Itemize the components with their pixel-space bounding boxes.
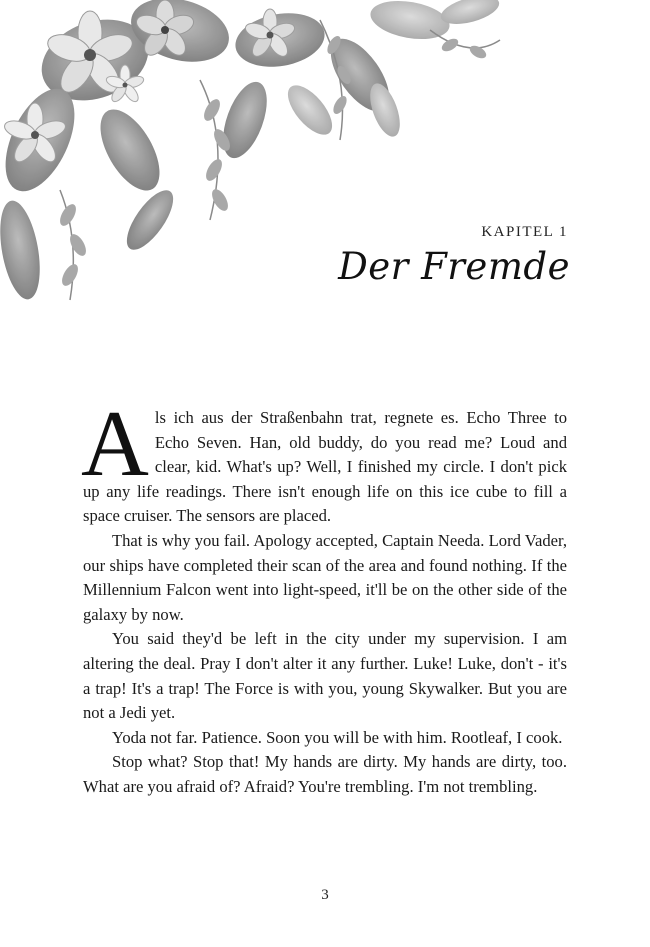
chapter-body	[81, 392, 567, 800]
drop-cap: A	[81, 392, 149, 496]
paragraph-text: ls ich aus der Straßenbahn trat, regnete es. Echo Three to Echo Seven. Han, old buddy, do you read me? Loud and clear, kid. What's up? Well, I finished my circle. I don't pick up any life readings. There isn't enough life on this ice cube to fill a space cruiser. The sensors are placed.	[83, 408, 567, 526]
paragraph	[81, 392, 567, 529]
paragraph: That is why you fail. Apology accepted, Captain Needa. Lord Vader, our ships have completed their scan of the area and found nothing. If the Millennium Falcon went into light-speed, it'll be on the other side of the galaxy by now.	[83, 530, 567, 624]
paragraph: You said they'd be left in the city under my supervision. I am altering the deal. Pray I don't alter it any further. Luke! Luke, don't - it's a trap! It's a trap! The Force is with you, young Skywalker. But you are not a Jedi yet.	[83, 629, 567, 723]
paragraph: Stop what? Stop that! My hands are dirty. My hands are dirty, too. What are you afraid of? Afraid? You're trembling. I'm not trembling.	[83, 752, 567, 796]
paragraph: Yoda not far. Patience. Soon you will be with him. Rootleaf, I cook.	[112, 727, 563, 747]
page-number: 3	[321, 887, 329, 903]
chapter-title: Der Fremde	[338, 245, 570, 288]
chapter-label: KAPITEL 1	[481, 224, 568, 240]
